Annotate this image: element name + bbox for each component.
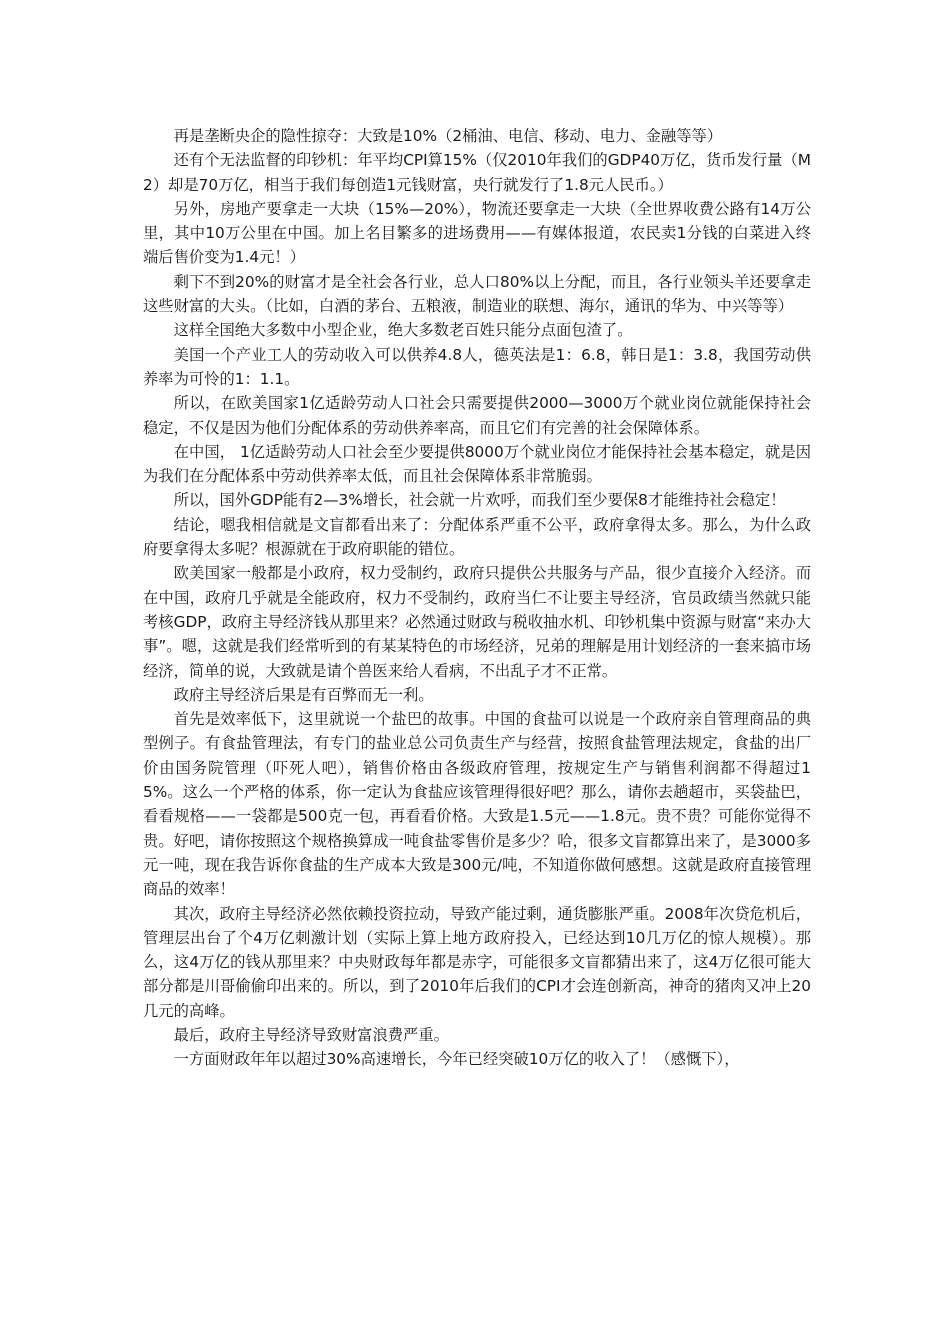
paragraph-fiscal-growth: 一方面财政年年以超过30%高速增长，今年已经突破10万亿的收入了！（感慨下）， — [173, 1050, 740, 1069]
paragraph-conclusion: 结论，嗯我相信就是文盲都看出来了：分配体系严重不公平，政府拿得太多。那么，为什么政府要拿得太多呢？根源就在于政府职能的错位。 — [143, 515, 811, 559]
paragraph-real-estate-logistics: 另外，房地产要拿走一大块（15%—20%），物流还要拿走一大块（全世界收费公路有14万公里，其中10万公里在中国。加上名目繁多的进场费用——有媒体报道，农民卖1分钱的白菜进入终端后售价变为1.4元！） — [143, 199, 811, 267]
paragraph-salt-story: 首先是效率低下，这里就说一个盐巴的故事。中国的食盐可以说是一个政府亲自管理商品的典型例子。有食盐管理法，有专门的盐业总公司负责生产与经营，按照食盐管理法规定，食盐的出厂价由国务院管理（吓死人吧），销售价格由各级政府管理，按规定生产与销售利润都不得超过15%。这么一个严格的体系，你一定认为食盐应该管理得很好吧？那么，请你去趟超市，买袋盐巴，看看规格——一袋都是500克一包，再看看价格。大致是1.5元——1.8元。贵不贵？可能你觉得不贵。好吧，请你按照这个规格换算成一吨食盐零售价是多少？哈，很多文盲都算出来了，是3000多元一吨，现在我告诉你食盐的生产成本大致是300元/吨，不知道你做何感想。这就是政府直接管理商品的效率！ — [143, 710, 811, 899]
paragraph-china-jobs: 在中国， 1亿适龄劳动人口社会至少要提供8000万个就业岗位才能保持社会基本稳定，就是因为我们在分配体系中劳动供养率太低，而且社会保障体系非常脆弱。 — [143, 442, 811, 486]
paragraph-small-government: 欧美国家一般都是小政府，权力受制约，政府只提供公共服务与产品，很少直接介入经济。而在中国，政府几乎就是全能政府，权力不受制约，政府当仁不让要主导经济，官员政绩当然就只能考核GDP，政府主导经济钱从那里来？必然通过财政与税收抽水机、印钞机集中资源与财富“来办大事”。嗯，这就是我们经常听到的有某某特色的市场经济，兄弟的理解是用计划经济的一套来搞市场经济，简单的说，大致就是请个兽医来给人看病，不出乱子才不正常。 — [143, 564, 811, 680]
paragraph-remaining-wealth: 剩下不到20%的财富才是全社会各行业，总人口80%以上分配，而且，各行业领头羊还要拿走这些财富的大头。（比如，白酒的茅台、五粮液，制造业的联想、海尔，通讯的华为、中兴等等） — [143, 272, 811, 316]
paragraph-waste: 最后，政府主导经济导致财富浪费严重。 — [173, 1025, 449, 1044]
paragraph-crumbs: 这样全国绝大多数中小型企业，绝大多数老百姓只能分点面包渣了。 — [173, 321, 633, 340]
paragraph-investment-stimulus: 其次，政府主导经济必然依赖投资拉动，导致产能过剩，通货膨胀严重。2008年次贷危机后，管理层出台了个4万亿刺激计划（实际上算上地方政府投入，已经达到10几万亿的惊人规模）。那么，这4万亿的钱从那里来？中央财政每年都是赤字，可能很多文盲都猜出来了，这4万亿很可能大部分都是川哥偷偷印出来的。所以，到了2010年后我们的CPI才会连创新高，神奇的猪肉又冲上20几元的高峰。 — [143, 904, 811, 1020]
paragraph-western-jobs: 所以，在欧美国家1亿适龄劳动人口社会只需要提供2000—3000万个就业岗位就能保持社会稳定，不仅是因为他们分配体系的劳动供养率高，而且它们有完善的社会保障体系。 — [143, 394, 811, 437]
paragraph-monopoly-soe: 再是垄断央企的隐性掠夺：大致是10%（2桶油、电信、移动、电力、金融等等） — [173, 127, 723, 145]
paragraph-labor-support-ratio: 美国一个产业工人的劳动收入可以供养4.8人，德英法是1：6.8，韩日是1：3.8，我国劳动供养率为可怜的1：1.1。 — [143, 345, 811, 388]
paragraph-money-printing: 还有个无法监督的印钞机：年平均CPI算15%（仅2010年我们的GDP40万亿，货币发行量（M2）却是70万亿，相当于我们每创造1元钱财富，央行就发行了1.8元人民币。） — [143, 151, 811, 194]
paragraph-consequences: 政府主导经济后果是有百弊而无一利。 — [173, 685, 434, 704]
document-body — [143, 124, 811, 1072]
paragraph-gdp-growth: 所以，国外GDP能有2—3%增长，社会就一片欢呼，而我们至少要保8才能维持社会稳定！ — [173, 491, 786, 510]
